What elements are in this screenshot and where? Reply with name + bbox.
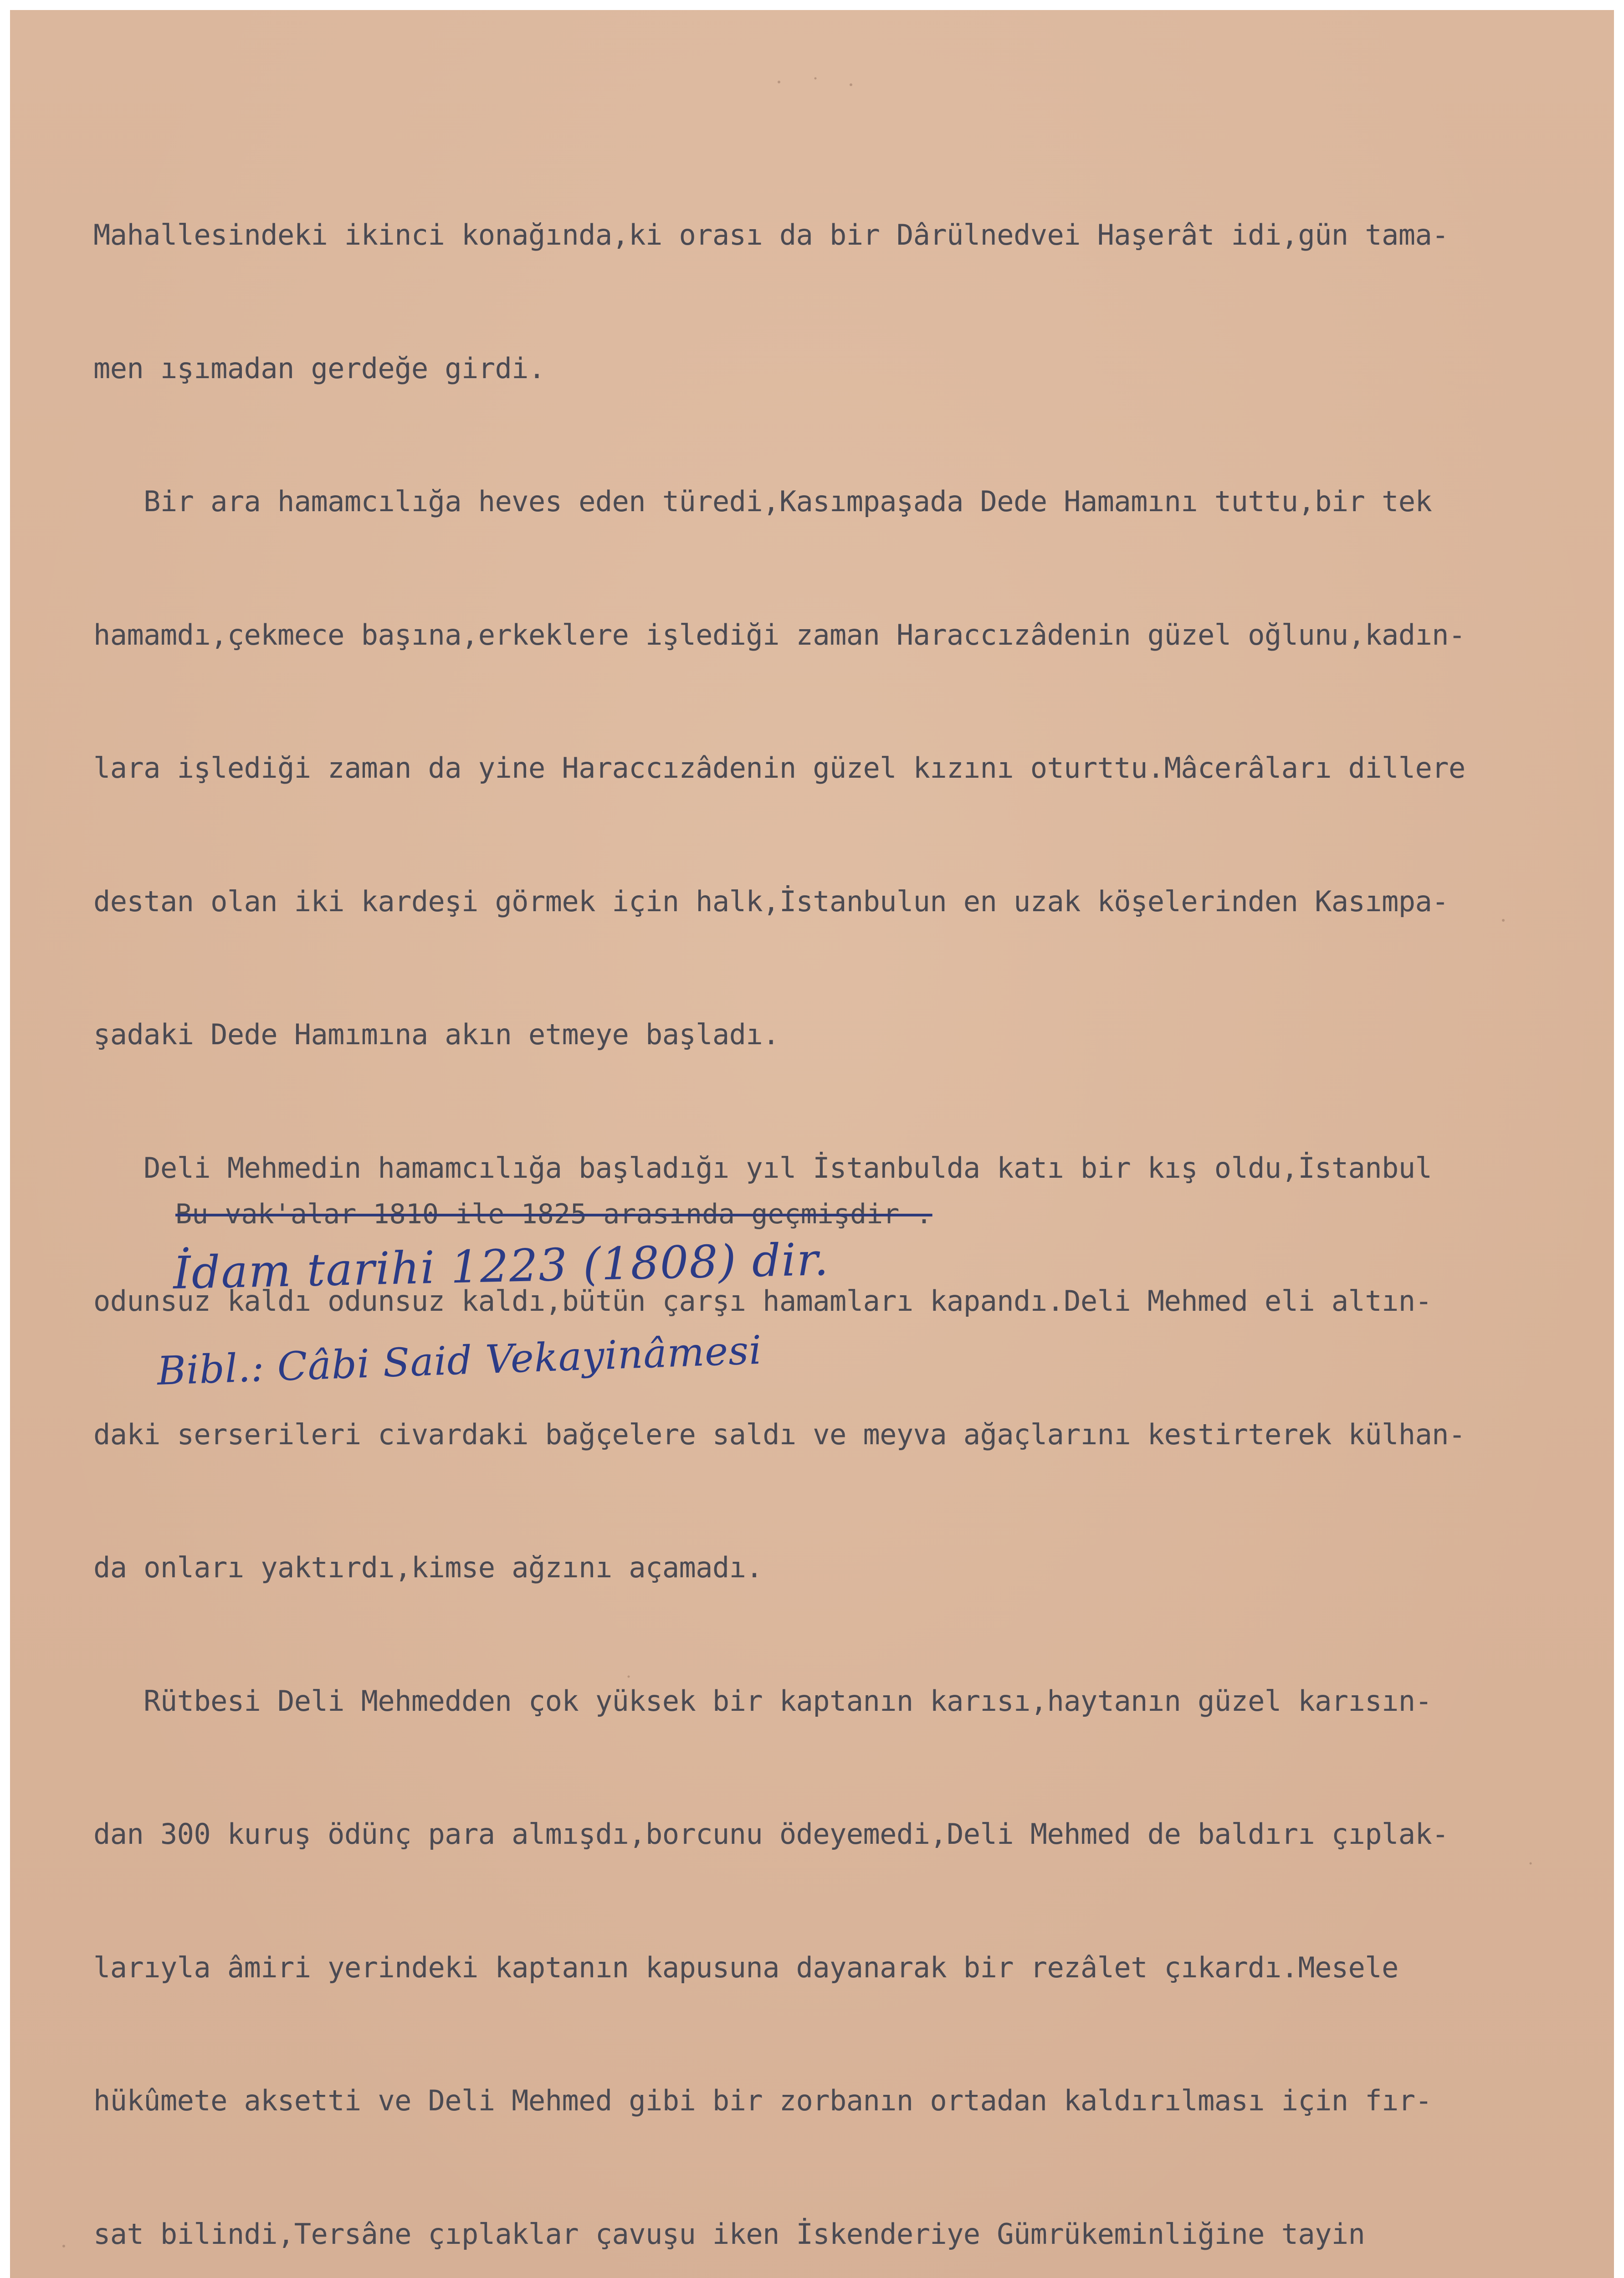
text-line: men ışımadan gerdeğe girdi. [93, 351, 545, 385]
text-line: odunsuz kaldı odunsuz kaldı,bütün çarşı hamamları kapandı.Deli Mehmed eli altın- [93, 1284, 1432, 1318]
struck-through-line: Bu vak'alar 1810 ile 1825 arasında geçmişdir . [175, 1198, 932, 1230]
text-line: da onları yaktırdı,kimse ağzını açamadı. [93, 1551, 763, 1584]
text-line: Deli Mehmedin hamamcılığa başladığı yıl İstanbulda katı bir kış oldu,İstanbul [93, 1151, 1432, 1185]
text-line: sat bilindi,Tersâne çıplaklar çavuşu iken İskenderiye Gümrükeminliğine tayin [93, 2217, 1365, 2251]
text-line: destan olan iki kardeşi görmek için halk,İstanbulun en uzak köşelerinden Kasımpa- [93, 884, 1449, 918]
handwritten-bibliography-note: Bibl.: Câbi Said Vekayinâmesi [156, 1327, 763, 1394]
text-line: Rütbesi Deli Mehmedden çok yüksek bir kaptanın karısı,haytanın güzel karısın- [93, 1684, 1432, 1718]
text-line: şadaki Dede Hamımına akın etmeye başladı. [93, 1018, 779, 1051]
text-line: larıyla âmiri yerindeki kaptanın kapusuna dayanarak bir rezâlet çıkardı.Mesele [93, 1950, 1399, 1984]
text-line: Mahallesindeki ikinci konağında,ki orası da bir Dârülnedvei Haşerât idi,gün tama- [93, 218, 1449, 251]
text-line: lara işlediği zaman da yine Haraccızâdenin güzel kızını oturttu.Mâcerâları dillere [93, 751, 1465, 785]
text-line: dan 300 kuruş ödünç para almışdı,borcunu ödeyemedi,Deli Mehmed de baldırı çıplak- [93, 1817, 1449, 1851]
text-line: Bir ara hamamcılığa heves eden türedi,Kasımpaşada Dede Hamamını tuttu,bir tek [93, 485, 1432, 518]
text-line: daki serserileri civardaki bağçelere saldı ve meyva ağaçlarını kestirterek külhan- [93, 1417, 1465, 1451]
handwritten-date-note: İdam tarihi 1223 (1808) dir. [172, 1233, 830, 1299]
text-line: hükûmete aksetti ve Deli Mehmed gibi bir zorbanın ortadan kaldırılması için fır- [93, 2084, 1432, 2117]
text-line: hamamdı,çekmece başına,erkeklere işlediği zaman Haraccızâdenin güzel oğlunu,kadın- [93, 618, 1465, 652]
